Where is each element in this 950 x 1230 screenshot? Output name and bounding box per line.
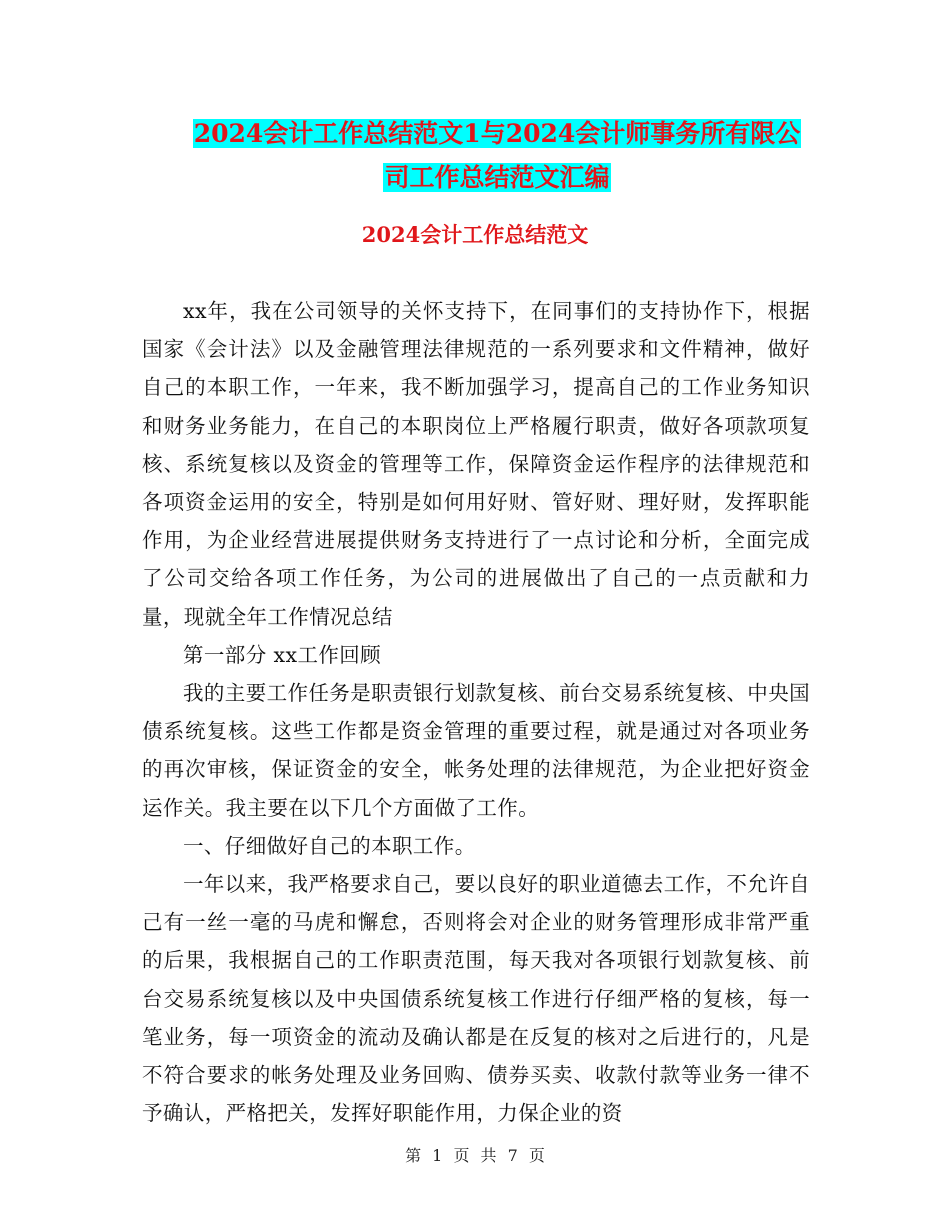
section-title: 2024会计工作总结范文 [361,222,589,247]
title-line-2: 司工作总结范文汇编 [384,163,610,192]
title-line-1: 2024会计工作总结范文1与2024会计师事务所有限公 [193,119,801,148]
document-body [142,292,810,1132]
paragraph-item-one-body: 一年以来，我严格要求自己，要以良好的职业道德去工作，不允许自己有一丝一毫的马虎和懈怠，否则将会对企业的财务管理形成非常严重的后果，我根据自己的工作职责范围，每天我对各项银行划款复核、前台交易系统复核以及中央国债系统复核工作进行仔细严格的复核，每一笔业务，每一项资金的流动及确认都是在反复的核对之后进行的，凡是不符合要求的帐务处理及业务回购、债券买卖、收款付款等业务一律不予确认，严格把关，发挥好职能作用，力保企业的资 [142,872,810,1126]
paragraph-part-one-heading: 第一部分 xx工作回顾 [183,642,382,667]
paragraph-intro: xx年，我在公司领导的关怀支持下，在同事们的支持协作下，根据国家《会计法》以及金融管理法律规范的一系列要求和文件精神，做好自己的本职工作，一年来，我不断加强学习，提高自己的工作业务知识和财务业务能力，在自己的本职岗位上严格履行职责，做好各项款项复核、系统复核以及资金的管理等工作，保障资金运作程序的法律规范和各项资金运用的安全，特别是如何用好财、管好财、理好财，发挥职能作用，为企业经营进展提供财务支持进行了一点讨论和分析，全面完成了公司交给各项工作任务，为公司的进展做出了自己的一点贡献和力量，现就全年工作情况总结 [142,299,810,629]
document-title [186,112,808,200]
page-number-footer: 第 1 页 共 7 页 [405,1146,545,1165]
paragraph-item-one-heading: 一、仔细做好自己的本职工作。 [183,833,476,858]
paragraph-main-tasks: 我的主要工作任务是职责银行划款复核、前台交易系统复核、中央国债系统复核。这些工作都是资金管理的重要过程，就是通过对各项业务的再次审核，保证资金的安全，帐务处理的法律规范，为企业把好资金运作关。我主要在以下几个方面做了工作。 [142,681,810,820]
